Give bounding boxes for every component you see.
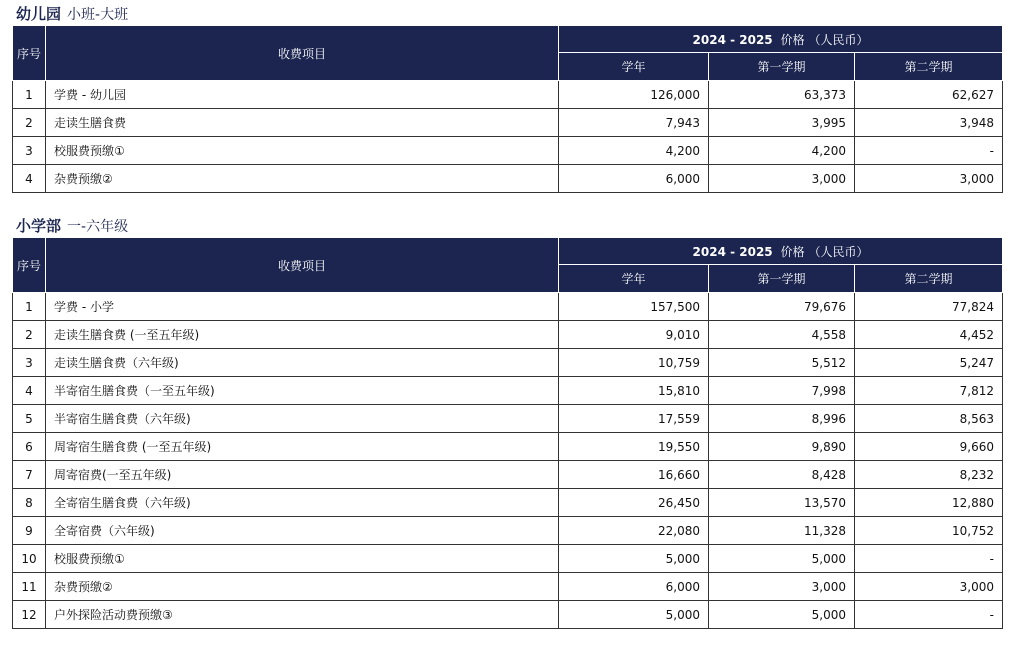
row-number: 4 xyxy=(13,377,46,405)
kindergarten-subtitle: 小班-大班 xyxy=(67,7,129,23)
fee-year-value: 22,080 xyxy=(559,517,709,545)
fee-item-name: 半寄宿生膳食费（六年级) xyxy=(46,405,559,433)
fee-item-name: 周寄宿生膳食费 (一至五年级) xyxy=(46,433,559,461)
row-number: 8 xyxy=(13,489,46,517)
fee-item-name: 周寄宿费(一至五年级) xyxy=(46,461,559,489)
fee-item-name: 杂费预缴② xyxy=(46,165,559,193)
row-number: 7 xyxy=(13,461,46,489)
fee-term1-value: 63,373 xyxy=(709,81,855,109)
kindergarten-table-body xyxy=(13,81,1003,193)
table-row xyxy=(13,165,1003,193)
fee-term1-value: 3,000 xyxy=(709,165,855,193)
fee-item-name: 户外探险活动费预缴③ xyxy=(46,601,559,629)
row-number: 3 xyxy=(13,137,46,165)
fee-term1-value: 7,998 xyxy=(709,377,855,405)
row-number: 1 xyxy=(13,293,46,321)
fee-term1-value: 8,428 xyxy=(709,461,855,489)
fee-term1-value: 3,000 xyxy=(709,573,855,601)
primary-subtitle: 一-六年级 xyxy=(67,219,129,235)
fee-year-value: 15,810 xyxy=(559,377,709,405)
fee-term2-value: 77,824 xyxy=(855,293,1003,321)
row-number: 1 xyxy=(13,81,46,109)
fee-item-name: 半寄宿生膳食费（一至五年级) xyxy=(46,377,559,405)
primary-fee-table xyxy=(12,237,1003,629)
fee-term2-value: 9,660 xyxy=(855,433,1003,461)
row-number: 3 xyxy=(13,349,46,377)
table-row xyxy=(13,321,1003,349)
fee-term2-value: 7,812 xyxy=(855,377,1003,405)
fee-term2-value: 3,000 xyxy=(855,573,1003,601)
fee-year-value: 16,660 xyxy=(559,461,709,489)
fee-item-name: 走读生膳食费（六年级) xyxy=(46,349,559,377)
fee-item-name: 全寄宿费（六年级) xyxy=(46,517,559,545)
fee-item-name: 校服费预缴① xyxy=(46,545,559,573)
fee-term2-value: 8,563 xyxy=(855,405,1003,433)
header-term2: 第二学期 xyxy=(855,265,1003,293)
kindergarten-section xyxy=(12,3,1002,193)
table-row xyxy=(13,433,1003,461)
row-number: 5 xyxy=(13,405,46,433)
header-no: 序号 xyxy=(13,238,46,293)
header-item: 收费项目 xyxy=(46,26,559,81)
header-period xyxy=(559,238,1003,265)
header-item: 收费项目 xyxy=(46,238,559,293)
row-number: 4 xyxy=(13,165,46,193)
fee-term2-value: - xyxy=(855,137,1003,165)
table-row xyxy=(13,489,1003,517)
fee-term1-value: 8,996 xyxy=(709,405,855,433)
table-row xyxy=(13,461,1003,489)
row-number: 2 xyxy=(13,109,46,137)
fee-term1-value: 4,558 xyxy=(709,321,855,349)
fee-term1-value: 13,570 xyxy=(709,489,855,517)
kindergarten-title: 幼儿园 xyxy=(16,5,62,23)
fee-item-name: 走读生膳食费 xyxy=(46,109,559,137)
fee-term1-value: 5,000 xyxy=(709,601,855,629)
kindergarten-fee-table xyxy=(12,25,1003,193)
fee-year-value: 10,759 xyxy=(559,349,709,377)
fee-year-value: 9,010 xyxy=(559,321,709,349)
header-period-label: 价格 （人民币） xyxy=(780,32,869,47)
fee-year-value: 6,000 xyxy=(559,573,709,601)
row-number: 11 xyxy=(13,573,46,601)
fee-year-value: 5,000 xyxy=(559,545,709,573)
fee-item-name: 校服费预缴① xyxy=(46,137,559,165)
fee-term1-value: 79,676 xyxy=(709,293,855,321)
table-row xyxy=(13,109,1003,137)
table-row xyxy=(13,137,1003,165)
table-row xyxy=(13,377,1003,405)
fee-year-value: 6,000 xyxy=(559,165,709,193)
header-no: 序号 xyxy=(13,26,46,81)
row-number: 9 xyxy=(13,517,46,545)
fee-term2-value: 12,880 xyxy=(855,489,1003,517)
fee-term2-value: 3,000 xyxy=(855,165,1003,193)
fee-term1-value: 5,000 xyxy=(709,545,855,573)
header-term1: 第一学期 xyxy=(709,53,855,81)
table-row xyxy=(13,349,1003,377)
fee-year-value: 26,450 xyxy=(559,489,709,517)
fee-term2-value: 10,752 xyxy=(855,517,1003,545)
header-year: 学年 xyxy=(559,265,709,293)
header-term1: 第一学期 xyxy=(709,265,855,293)
header-year: 学年 xyxy=(559,53,709,81)
fee-year-value: 7,943 xyxy=(559,109,709,137)
fee-item-name: 学费 - 幼儿园 xyxy=(46,81,559,109)
row-number: 2 xyxy=(13,321,46,349)
fee-item-name: 学费 - 小学 xyxy=(46,293,559,321)
fee-term2-value: 3,948 xyxy=(855,109,1003,137)
fee-year-value: 157,500 xyxy=(559,293,709,321)
kindergarten-section-title xyxy=(12,3,1002,25)
table-row xyxy=(13,81,1003,109)
header-term2: 第二学期 xyxy=(855,53,1003,81)
table-row xyxy=(13,601,1003,629)
fee-term1-value: 9,890 xyxy=(709,433,855,461)
fee-term2-value: 8,232 xyxy=(855,461,1003,489)
primary-title: 小学部 xyxy=(16,217,62,235)
fee-year-value: 126,000 xyxy=(559,81,709,109)
fee-term2-value: - xyxy=(855,601,1003,629)
row-number: 6 xyxy=(13,433,46,461)
fee-term1-value: 3,995 xyxy=(709,109,855,137)
primary-section xyxy=(12,215,1002,629)
fee-term2-value: 62,627 xyxy=(855,81,1003,109)
fee-year-value: 17,559 xyxy=(559,405,709,433)
primary-section-title xyxy=(12,215,1002,237)
table-row xyxy=(13,293,1003,321)
header-period-year: 2024 - 2025 xyxy=(692,32,773,47)
header-period-label: 价格 （人民币） xyxy=(780,244,869,259)
fee-term2-value: 5,247 xyxy=(855,349,1003,377)
fee-term1-value: 11,328 xyxy=(709,517,855,545)
fee-item-name: 全寄宿生膳食费（六年级) xyxy=(46,489,559,517)
fee-item-name: 走读生膳食费 (一至五年级) xyxy=(46,321,559,349)
fee-term1-value: 5,512 xyxy=(709,349,855,377)
primary-table-body xyxy=(13,293,1003,629)
table-row xyxy=(13,573,1003,601)
table-row xyxy=(13,517,1003,545)
header-period-year: 2024 - 2025 xyxy=(692,244,773,259)
fee-term2-value: - xyxy=(855,545,1003,573)
row-number: 12 xyxy=(13,601,46,629)
fee-term1-value: 4,200 xyxy=(709,137,855,165)
row-number: 10 xyxy=(13,545,46,573)
header-period xyxy=(559,26,1003,53)
table-row xyxy=(13,545,1003,573)
fee-year-value: 5,000 xyxy=(559,601,709,629)
fee-item-name: 杂费预缴② xyxy=(46,573,559,601)
table-row xyxy=(13,405,1003,433)
fee-year-value: 4,200 xyxy=(559,137,709,165)
fee-year-value: 19,550 xyxy=(559,433,709,461)
fee-term2-value: 4,452 xyxy=(855,321,1003,349)
